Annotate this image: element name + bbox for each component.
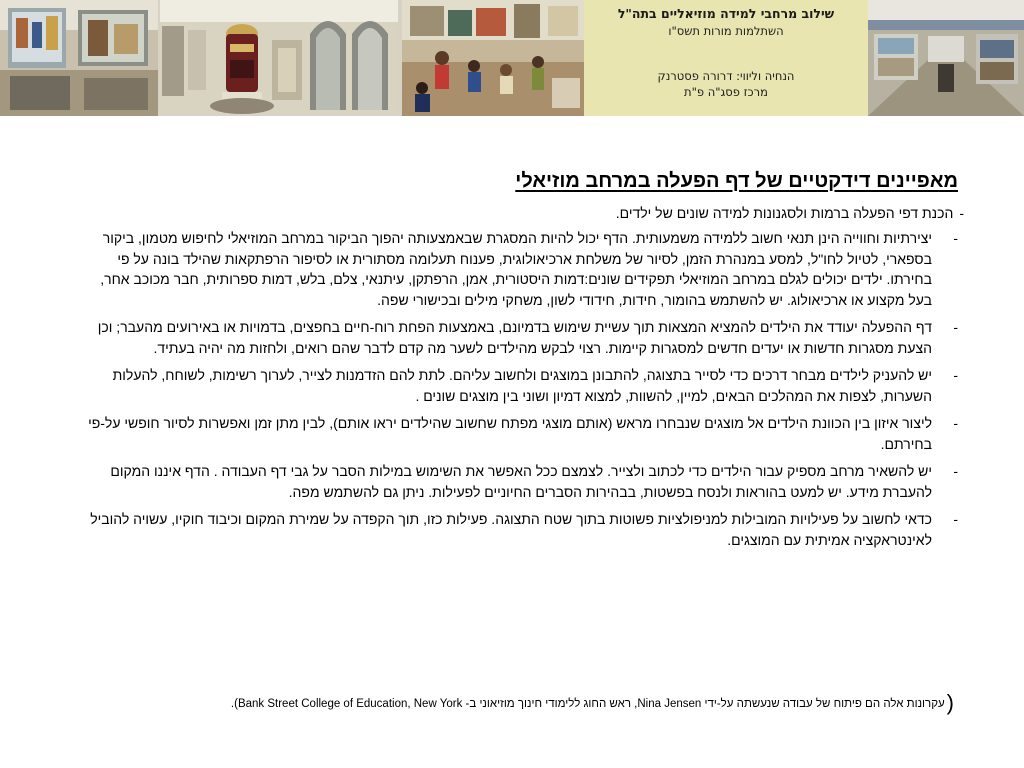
intro-line [78,203,964,223]
photo-museum-corridor [868,0,1024,116]
list-item [78,461,958,502]
photo-museum-display-case [0,0,158,116]
list-item [78,317,958,358]
bullet-marker: - [953,511,958,527]
source-note [86,690,954,715]
panel-center: מרכז פסג"ה פ"ת [684,85,768,99]
intro-text: הכנת דפי הפעלה ברמות ולסגנונות למידה שונים של ילדים. [615,205,954,221]
list-item-text: כדאי לחשוב על פעילויות המובילות למניפולציות פשוטות בתוך שטח התצוגה. פעילות כזו, תוך הקפדה על שמירת המקום וכיבוד חוקיו, עשויה להוביל לאינטראקציה אמיתית עם המוצגים. [90,511,932,548]
document-body [78,168,964,557]
list-item-text: יצירתיות וחווייה הינן תנאי חשוב ללמידה משמעותית. הדף יכול להיות המסגרת שבאמצעותה יהפוך הביקור במרחב המוזיאלי לחיפוש מטמון, ביקור בספארי, לטיול לחו"ל, למסע במנהרת הזמן, לסיור של משלחת ארכיאולוגית, פענוח תעלומה מסתורית או לסיפור הרפתקאות שהילד בונה על פי בחירתו. ילדים יכולים לגלם במרחב המוזיאלי תפקידים שונים:דמות היסטורית, אמן, הרפתקן, עיתנאי, צלם, בלש, דמות ספרותית, חבר מכוכב אחר, בעל מקצוע או ארכיאולוג. יש להשתמש בהומור, חידות, חידודי לשון, משחקי מילים ובכישורי שפה. [100,230,932,308]
header-title-panel [584,0,868,116]
panel-credit: הנחיה וליווי: דרורה פסטרנק [657,69,795,83]
panel-subtitle: השתלמות מורות תשס"ו [668,24,784,38]
bullet-marker: - [953,367,958,383]
header-photo-strip [0,0,1024,116]
list-item-text: יש להשאיר מרחב מספיק עבור הילדים כדי לכתוב ולצייר. לצמצם ככל האפשר את השימוש במילות הסבר על גבי דף העבודה . הדף איננו המקום להעברת מידע. יש למעט בהוראות ולנסח בפשטות, בבהירות הסברים החיוניים לפעילות. ניתן גם להשתמש מפה. [110,463,932,500]
list-item [78,509,958,550]
list-item-text: יש להעניק לילדים מבחר דרכים כדי לסייר בתצוגה, להתבונן במוצגים ולחשוב עליהם. לתת להם הזדמנות לצייר, לערוך רשימות, לשוחח, להעלות השערות, לצפות את המהלכים הבאים, למיין, להשוות, למצוא דמיון ושוני בין מוצגים שונים . [112,367,932,404]
bullet-marker: - [953,415,958,431]
principles-list [78,228,958,550]
photo-torah-scroll-hall [160,0,398,116]
source-note-text: עקרונות אלה הם פיתוח של עבודה שנעשתה על-ידי Nina Jensen, ראש החוג ללימודי חינוך מוזיאוני ב- Bank Street College of Education, New York). [230,698,945,710]
document-title: מאפיינים דידקטיים של דף הפעלה במרחב מוזיאלי [515,170,958,192]
list-item-text: דף ההפעלה יעודד את הילדים להמציא המצאות תוך עשיית שימוש בדמיונם, באמצעות הפחת רוח-חיים בחפצים, בדמויות או באירועים מהעבר; וכן הצעת מסגרות חדשות או יעדים חדשים למסגרות קיימות. רצוי לבקש מהילדים לשער מה קדם לדבר שהם רואים, ולחזות מה יהיה בעתיד. [97,319,932,356]
list-item [78,228,958,310]
bullet-marker: - [953,230,958,246]
bullet-marker: - [953,319,958,335]
bullet-marker: - [959,205,964,221]
bullet-marker: - [953,463,958,479]
list-item [78,413,958,454]
source-note-paren: ( [946,690,954,715]
photo-children-activity [402,0,584,116]
list-item [78,365,958,406]
list-item-text: ליצור איזון בין הכוונת הילדים אל מוצגים שנבחרו מראש (אותם מוצגי מפתח שחשוב שהילדים יראו אותם), לבין מתן זמן ואפשרות לסיור חופשי על-פי בחירתם. [88,415,932,452]
panel-title: שילוב מרחבי למידה מוזיאליים בתה"ל [617,6,835,21]
